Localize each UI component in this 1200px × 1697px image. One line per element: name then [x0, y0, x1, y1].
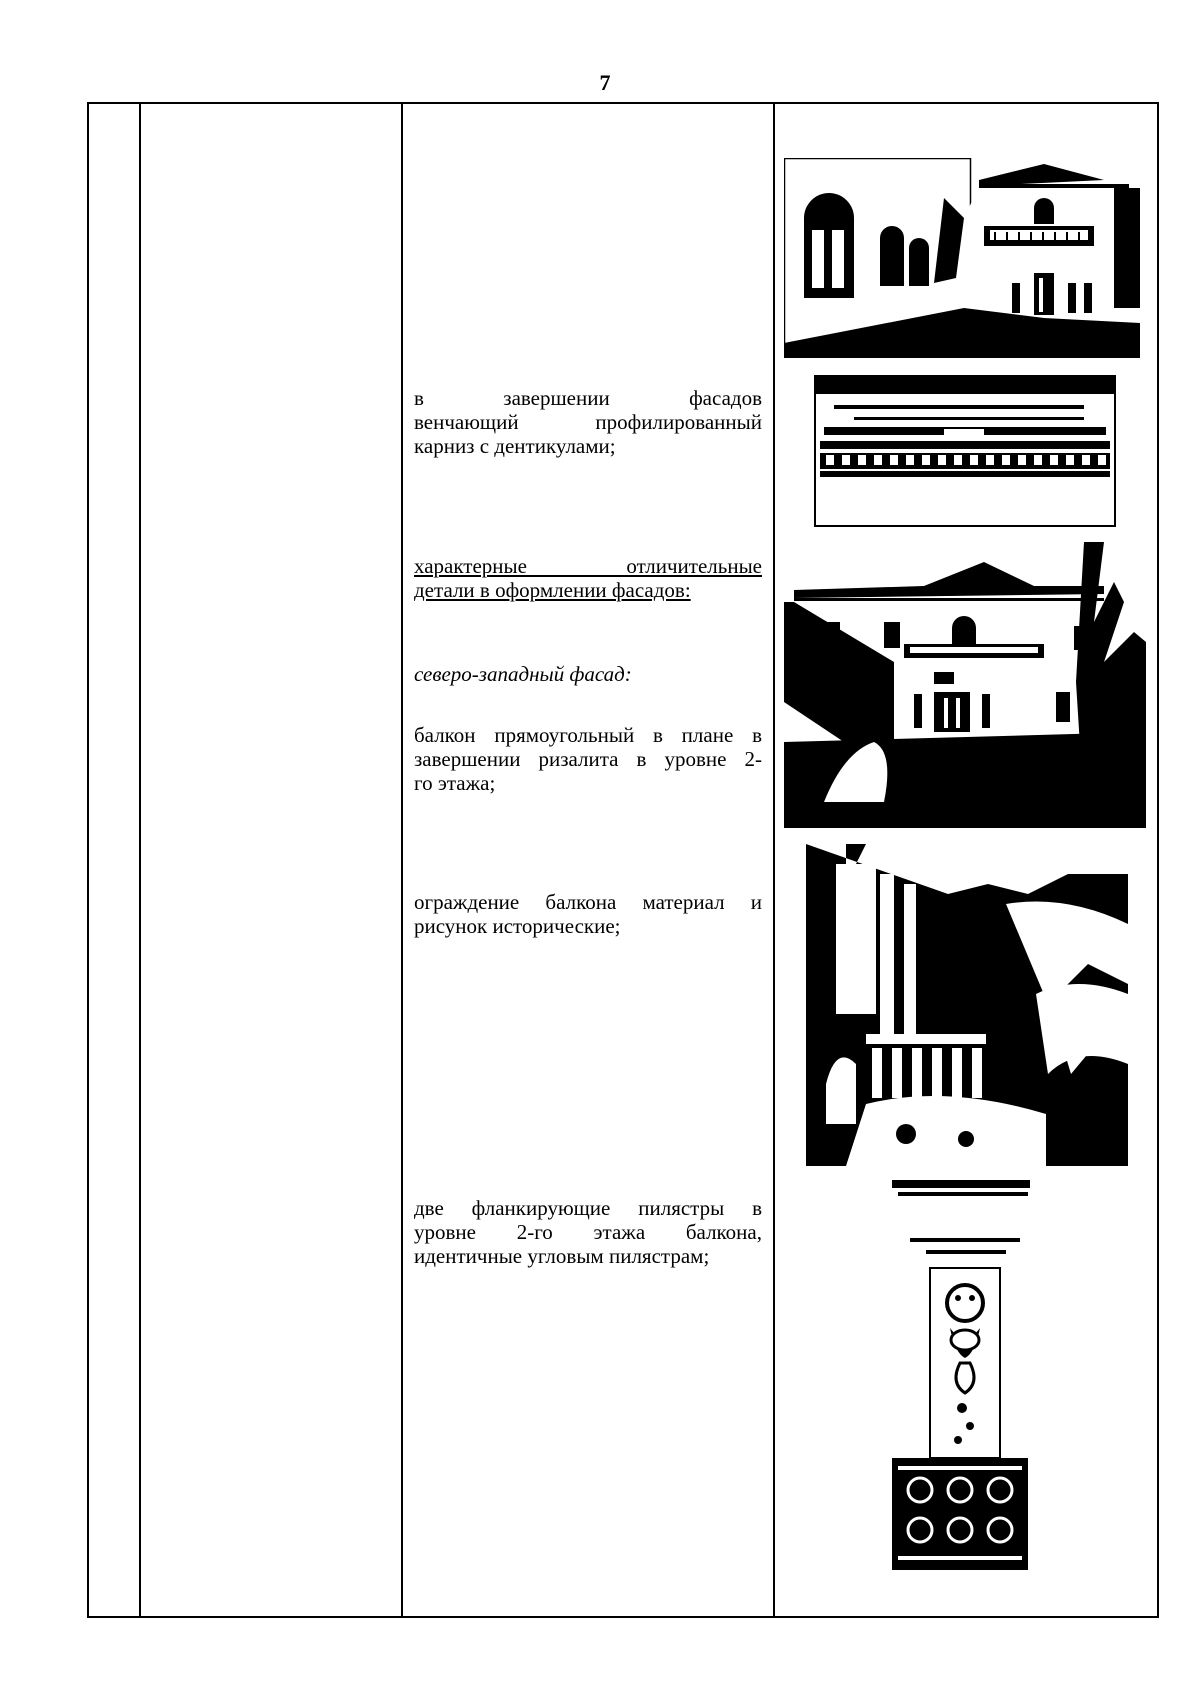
paragraph-balcony-railing	[414, 890, 762, 938]
text-line: ограждение балкона материал и	[414, 890, 762, 914]
text-line: карниз с дентикулами;	[414, 434, 616, 458]
paragraph-cornice	[414, 386, 762, 458]
text-line: уровне 2-го этажа балкона,	[414, 1220, 762, 1244]
text-line: балкон прямоугольный в плане в	[414, 723, 762, 747]
text-line: венчающий профилированный	[414, 410, 762, 434]
paragraph-northwest-facade: северо-западный фасад:	[414, 662, 632, 686]
text-line: детали в оформлении фасадов:	[414, 578, 691, 602]
text-line: характерные отличительные	[414, 554, 762, 578]
text-line: завершении ризалита в уровне 2-	[414, 747, 762, 771]
page-number: 7	[599, 70, 611, 95]
photo-building-facade	[784, 158, 1140, 358]
text-line: го этажа;	[414, 771, 496, 795]
paragraph-balcony	[414, 723, 762, 795]
text-line: две фланкирующие пилястры в	[414, 1196, 762, 1220]
photo-cornice-denticles	[814, 375, 1116, 527]
text-line: в завершении фасадов	[414, 386, 762, 410]
photo-pilaster	[890, 1178, 1038, 1570]
table-border-right	[1157, 102, 1159, 1618]
photo-northwest-facade	[784, 542, 1146, 828]
description-column	[414, 0, 762, 1697]
table-border-left	[87, 102, 89, 1618]
table-divider-1	[139, 102, 141, 1618]
text-line: рисунок исторические;	[414, 914, 621, 938]
paragraph-pilasters	[414, 1196, 762, 1268]
paragraph-characteristic-details	[414, 554, 762, 602]
table-divider-3	[773, 102, 775, 1618]
text-line: идентичные угловым пилястрам;	[414, 1244, 710, 1268]
photo-balcony-railing	[806, 844, 1128, 1166]
table-divider-2	[401, 102, 403, 1618]
